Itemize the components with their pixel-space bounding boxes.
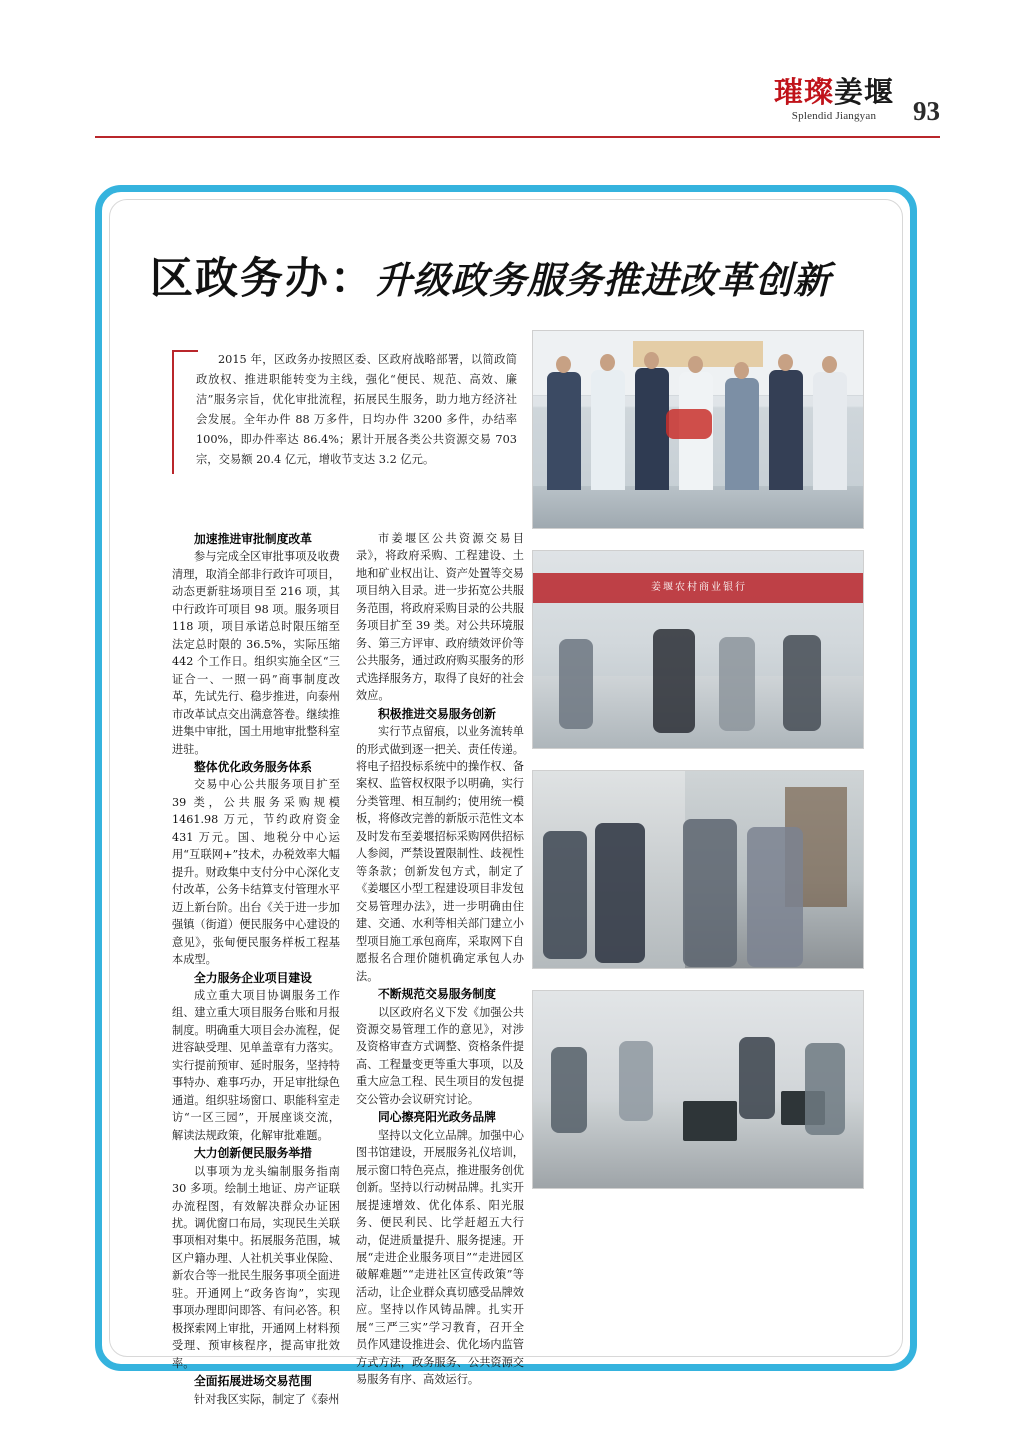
masthead xyxy=(773,75,894,122)
photo-bank-service-hall xyxy=(532,550,864,749)
body-paragraph: 坚持以文化立品牌。加强中心图书馆建设，开展服务礼仪培训，展示窗口特色亮点，推进服务创优创新。坚持以行动树品牌。扎实开展提速增效、优化体系、阳光服务、便民利民、比学赶超五大行动，促进质量提升、服务提速。开展“走进企业服务项目”“走进园区破解难题”“走进社区宣传政策”等活动，让企业群众真切感受品牌效应。坚持以作风铸品牌。扎实开展“三严三实”学习教育，召开全员作风建设推进会、优化场内监管方式方法，政务服务、公共资源交易服务有序、高效运行。 xyxy=(356,1128,524,1387)
lead-accent-tick xyxy=(172,350,198,352)
lead-paragraph-box xyxy=(172,350,517,471)
masthead-chinese-black: 姜堰 xyxy=(833,75,894,109)
page-number: 93 xyxy=(913,96,940,126)
photo4-person xyxy=(739,1037,775,1119)
photo4-person xyxy=(619,1041,653,1121)
content-frame-inner xyxy=(109,199,903,1406)
body-paragraph: 实行节点留痕，以业务流转单的形式做到逐一把关、责任传递。将电子招投标系统中的操作权、备案权、监管权权限予以明确，实行分类管理、相互制约；使用统一模板，将修改完善的新版示范性文本及时发布至姜堰招标采购网供招标人参阅，严禁设置限制性、歧视性等条款；创新发包方式，制定了《姜堰区小型工程建设项目非发包交易管理办法》，进一步明确由住建、交通、水利等相关部门建立小型项目施工承包商库，采取网下自愿报名合理价随机确定承包人办法。 xyxy=(356,725,524,983)
section-heading: 不断规范交易服务制度 xyxy=(378,987,496,1002)
body-paragraph: 市姜堰区公共资源交易目录》，将政府采购、工程建设、土地和矿业权出让、资产处置等交易项目纳入目录。进一步拓宽公共服务范围，将政府采购目录的公共服务项目扩至 39 类。对公共环境服务、第三方评审、政府绩效评价等公共服务，通过政府购买服务的形式选择服务方，取得了良好的社会效应。 xyxy=(356,532,524,703)
photo1-person xyxy=(769,370,803,490)
body-columns xyxy=(172,530,524,1406)
body-column-1 xyxy=(172,530,340,1406)
photo3-person xyxy=(747,827,803,967)
body-paragraph: 参与完成全区审批事项及收费清理，取消全部非行政许可项目，动态更新驻场项目至 216 项，其中行政许可项目 98 项。服务项目 118 项，项目承诺总时限压缩至法定总时限的 36.5%，实际压缩 442 个工作日。组织实施全区“三证合一、一照一码”商事制度改革，先试先行、稳步推进，向泰州市改革试点交出满意答卷。继续推进集中审批，国土用地审批整科室进驻。 xyxy=(172,550,340,756)
photo4-monitor xyxy=(683,1101,737,1141)
photo1-person xyxy=(725,378,759,490)
page-title-lead: 区政务办： xyxy=(150,254,375,304)
photo-service-hall-counters xyxy=(532,990,864,1189)
section-heading: 同心擦亮阳光政务品牌 xyxy=(378,1110,496,1125)
photo2-person xyxy=(559,639,593,729)
photo3-person xyxy=(683,819,737,967)
section-heading: 全力服务企业项目建设 xyxy=(194,970,312,985)
masthead-chinese-red: 璀璨 xyxy=(773,75,834,109)
photo1-person xyxy=(591,370,625,490)
section-heading: 加速推进审批制度改革 xyxy=(194,532,312,546)
page-title-sub: 升级政务服务推进改革创新 xyxy=(375,258,831,302)
page-title xyxy=(150,245,910,306)
body-paragraph: 以区政府名义下发《加强公共资源交易管理工作的意见》，对涉及资格审查方式调整、资格条件提高、工程量变更等重大事项，以及重大应急工程、民生项目的发包提交公管办会议研究讨论。 xyxy=(356,1005,524,1106)
photo4-person xyxy=(551,1047,587,1133)
content-frame xyxy=(95,185,917,1406)
masthead-logo xyxy=(773,75,894,122)
photo2-person xyxy=(783,635,821,731)
section-heading: 积极推进交易服务创新 xyxy=(378,706,496,721)
lead-accent-bar xyxy=(172,350,174,474)
body-paragraph: 针对我区实际，制定了《泰州 xyxy=(194,1392,340,1406)
lead-paragraph: 2015 年，区政务办按照区委、区政府战略部署，以简政简政放权、推进职能转变为主线，强化“便民、规范、高效、廉洁”服务宗旨，优化审批流程，拓展民生服务，助力地方经济社会发展。全年办件 88 万多件，日均办件 3200 多件，办结率 100%，即办件率达 86.4%；累计开展各类公共资源交易 703 宗，交易额 20.4 亿元，增收节支达 3.2 亿元。 xyxy=(196,353,517,467)
photo-column xyxy=(532,330,862,1189)
section-heading: 全面拓展进场交易范围 xyxy=(194,1374,312,1389)
photo2-banner-text: 姜堰农村商业银行 xyxy=(651,582,747,593)
photo4-person xyxy=(805,1043,845,1135)
masthead-chinese xyxy=(773,75,894,109)
photo3-person xyxy=(543,831,587,959)
photo3-person xyxy=(595,823,645,963)
photo1-certificate xyxy=(666,409,712,439)
masthead-english: Splendid Jiangyan xyxy=(791,110,877,122)
photo1-person xyxy=(813,372,847,490)
section-heading: 大力创新便民服务举措 xyxy=(194,1146,312,1161)
photo1-person xyxy=(635,368,669,490)
photo1-person xyxy=(547,372,581,490)
body-paragraph: 交易中心公共服务项目扩至 39 类，公共服务采购规模 1461.98 万元，节约政府资金 431 万元。国、地税分中心运用“互联网+”技术，办税效率大幅提升。财政集中支付分中心深化支付改革，公务卡结算支付管理水平迈上新台阶。出台《关于进一步加强镇（街道）便民服务中心建设的意见》，张甸便民服务样板工程基本成型。 xyxy=(172,778,340,967)
photo-staff-visiting-residents xyxy=(532,770,864,969)
photo-group-certificate-award xyxy=(532,330,864,529)
photo1-floor xyxy=(533,486,863,528)
section-heading: 整体优化政务服务体系 xyxy=(194,760,312,775)
header-rule xyxy=(95,136,940,138)
photo2-person xyxy=(653,629,695,733)
photo2-person xyxy=(719,637,755,731)
body-column-2 xyxy=(356,530,524,1387)
body-paragraph: 成立重大项目协调服务工作组、建立重大项目服务台账和月报制度。明确重大项目会办流程，促进容缺受理、见单盖章有力落实。实行提前预审、延时服务，坚持特事特办、难事巧办，开足审批绿色通道。组织驻场窗口、职能科室走访“一区三园”，开展座谈交流，解读法规政策，化解审批难题。 xyxy=(172,988,340,1142)
body-paragraph: 以事项为龙头编制服务指南 30 多项。绘制土地证、房产证联办流程图，有效解决群众办证困扰。调优窗口布局，实现民生关联事项相对集中。拓展服务范围，城区户籍办理、人社机关事业保险、新农合等一批民生服务事项全面进驻。开通网上“政务咨询”，实现事项办理即问即答、有问必答。积极探索网上审批，开通网上材料预受理、预审核程序，提高审批效率。 xyxy=(172,1164,340,1370)
